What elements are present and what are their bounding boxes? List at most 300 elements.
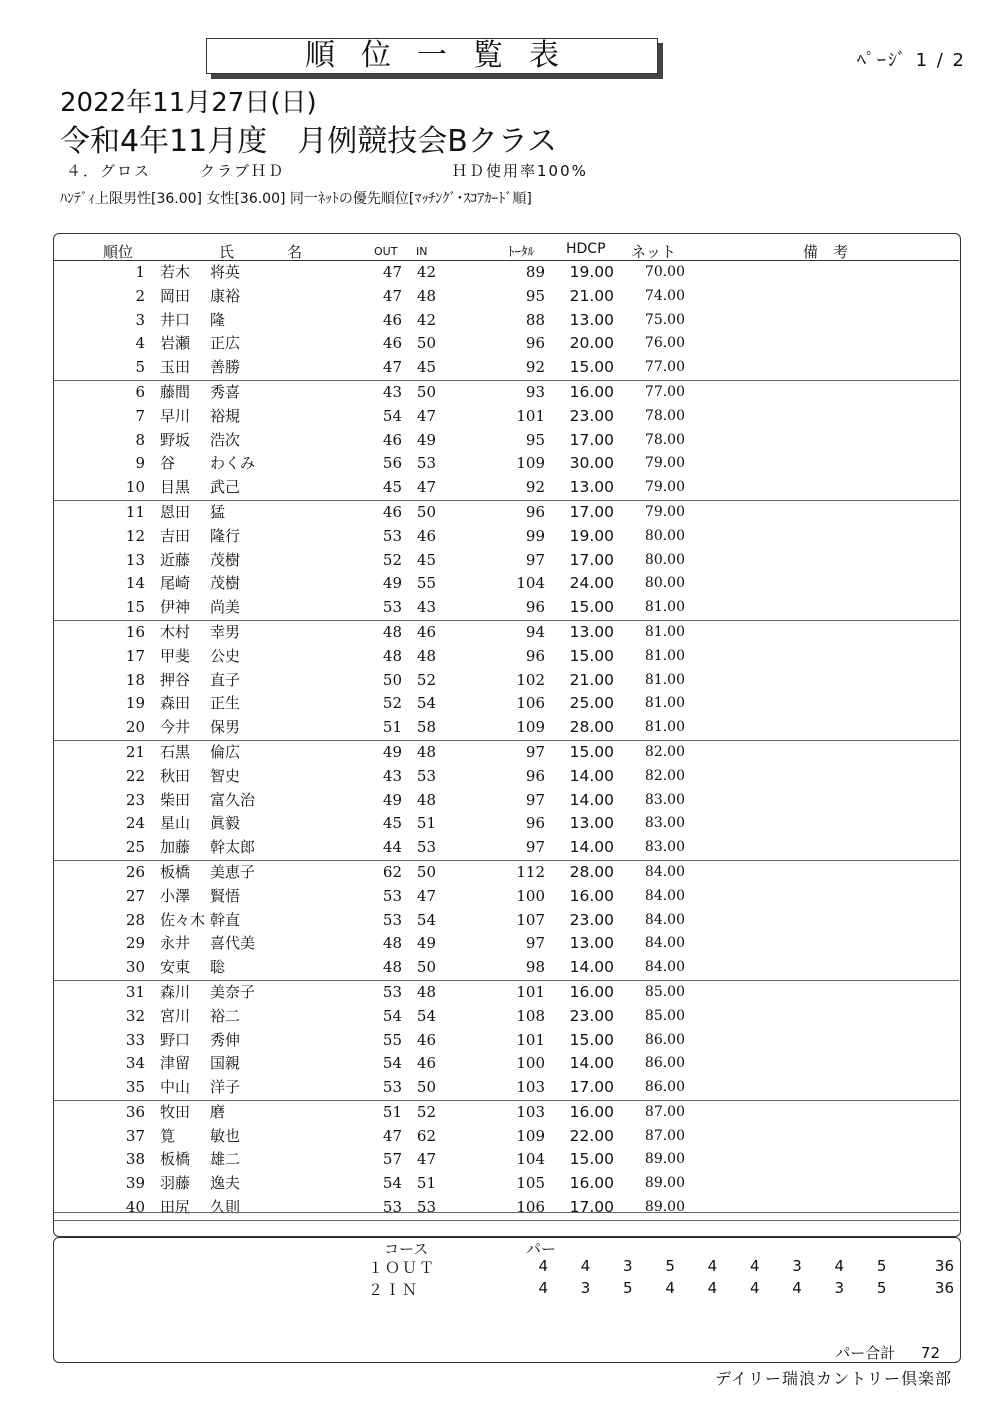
net-score-cell: 85.00 (644, 1007, 685, 1024)
in-score-cell: 53 (416, 766, 436, 785)
total-score-cell: 106 (516, 1198, 545, 1217)
hole-par: 5 (876, 1279, 887, 1297)
table-row (53, 956, 959, 981)
net-score-cell: 79.00 (644, 503, 685, 520)
net-score-cell: 89.00 (644, 1199, 685, 1216)
surname-cell: 牧田 (160, 1102, 191, 1121)
in-score-cell: 48 (416, 646, 436, 665)
in-score-cell: 42 (416, 263, 436, 281)
out-score-cell: 54 (382, 1054, 402, 1073)
out-score-cell: 47 (382, 1126, 402, 1145)
surname-cell: 森田 (160, 694, 191, 713)
results-table-body (53, 261, 959, 1221)
out-score-cell: 56 (382, 454, 402, 473)
rank-cell: 40 (125, 1198, 145, 1217)
out-score-cell: 53 (382, 982, 402, 1001)
net-score-cell: 86.00 (644, 1055, 685, 1072)
given-name-cell: 秀喜 (210, 382, 241, 401)
table-row (53, 1148, 959, 1172)
out-score-cell: 57 (382, 1150, 402, 1169)
given-name-cell: 幹太郎 (210, 838, 256, 857)
rank-cell: 27 (125, 886, 145, 905)
hdcp-cell: 14.00 (569, 958, 614, 977)
club-name: デイリー瑞浪カントリー倶楽部 (715, 1369, 952, 1388)
given-name-cell: 尚美 (210, 598, 241, 617)
given-name-cell: 正広 (210, 334, 241, 353)
table-row (53, 812, 959, 836)
total-score-cell: 95 (525, 430, 545, 449)
total-score-cell: 96 (525, 646, 545, 665)
scoring-type: ４．グロス (66, 162, 152, 180)
net-score-cell: 83.00 (644, 815, 685, 832)
surname-cell: 若木 (160, 263, 191, 281)
out-score-cell: 45 (382, 478, 402, 497)
header-hdcp: HDCP (566, 241, 606, 257)
hole-par: 4 (707, 1279, 718, 1297)
hdcp-cell: 21.00 (569, 286, 614, 305)
rank-cell: 30 (125, 958, 145, 977)
table-row (53, 669, 959, 693)
net-score-cell: 79.00 (644, 479, 685, 496)
in-score-cell: 53 (416, 454, 436, 473)
title-box (206, 38, 658, 74)
total-score-cell: 96 (525, 502, 545, 521)
net-score-cell: 83.00 (644, 839, 685, 856)
handicap-type: クラブＨＤ (200, 162, 286, 180)
total-score-cell: 96 (525, 814, 545, 833)
rank-cell: 1 (135, 263, 145, 281)
hdcp-cell: 23.00 (569, 1006, 614, 1025)
given-name-cell: 武己 (210, 478, 241, 497)
net-score-cell: 89.00 (644, 1175, 685, 1192)
hdcp-cell: 19.00 (569, 263, 614, 281)
surname-cell: 野坂 (160, 430, 191, 449)
table-row (53, 381, 959, 405)
in-score-cell: 53 (416, 1198, 436, 1217)
in-score-cell: 54 (416, 910, 436, 929)
hdcp-cell: 25.00 (569, 694, 614, 713)
table-row (53, 429, 959, 453)
given-name-cell: 直子 (210, 670, 241, 689)
in-score-cell: 47 (416, 1150, 436, 1169)
surname-cell: 玉田 (160, 358, 191, 377)
net-score-cell: 84.00 (644, 887, 685, 904)
surname-cell: 柴田 (160, 790, 191, 809)
net-score-cell: 74.00 (644, 287, 685, 304)
net-score-cell: 80.00 (644, 551, 685, 568)
in-score-cell: 51 (416, 814, 436, 833)
table-row (53, 1052, 959, 1076)
hole-par: 4 (749, 1279, 760, 1297)
course-name: １ＯＵＴ (368, 1259, 437, 1277)
rank-cell: 38 (125, 1150, 145, 1169)
surname-cell: 永井 (160, 934, 191, 953)
header-notes: 備 考 (803, 243, 849, 261)
handicap-rate: ＨＤ使用率100% (452, 162, 588, 180)
net-score-cell: 80.00 (644, 575, 685, 592)
total-score-cell: 100 (516, 886, 545, 905)
out-score-cell: 54 (382, 1174, 402, 1193)
in-score-cell: 43 (416, 598, 436, 617)
hdcp-cell: 16.00 (569, 382, 614, 401)
given-name-cell: 国親 (210, 1054, 241, 1073)
rank-cell: 9 (135, 454, 145, 473)
rank-cell: 11 (125, 502, 145, 521)
net-score-cell: 84.00 (644, 911, 685, 928)
total-score-cell: 99 (525, 526, 545, 545)
net-score-cell: 81.00 (644, 623, 685, 640)
table-bottom-rule (53, 1212, 959, 1213)
surname-cell: 野口 (160, 1030, 191, 1049)
table-row (53, 741, 959, 765)
hole-par: 3 (580, 1279, 591, 1297)
out-score-cell: 49 (382, 790, 402, 809)
in-score-cell: 48 (416, 790, 436, 809)
in-score-cell: 47 (416, 886, 436, 905)
given-name-cell: 浩次 (210, 430, 241, 449)
in-score-cell: 49 (416, 430, 436, 449)
given-name-cell: 隆 (210, 310, 226, 329)
surname-cell: 木村 (160, 622, 191, 641)
in-score-cell: 46 (416, 1054, 436, 1073)
total-score-cell: 112 (516, 862, 545, 881)
total-score-cell: 96 (525, 766, 545, 785)
hole-par: 5 (665, 1257, 675, 1275)
table-row (53, 452, 959, 476)
given-name-cell: 康裕 (210, 286, 241, 305)
out-score-cell: 52 (382, 550, 402, 569)
rank-cell: 33 (125, 1030, 145, 1049)
total-score-cell: 107 (516, 910, 545, 929)
table-row (53, 692, 959, 716)
in-score-cell: 49 (416, 934, 436, 953)
total-score-cell: 95 (525, 286, 545, 305)
net-score-cell: 80.00 (644, 527, 685, 544)
in-score-cell: 62 (416, 1126, 436, 1145)
par-total-row (835, 1342, 940, 1363)
given-name-cell: 将英 (210, 263, 241, 281)
total-score-cell: 100 (516, 1054, 545, 1073)
rank-cell: 13 (125, 550, 145, 569)
hdcp-cell: 23.00 (569, 406, 614, 425)
rank-cell: 7 (135, 406, 145, 425)
total-score-cell: 105 (516, 1174, 545, 1193)
out-score-cell: 48 (382, 622, 402, 641)
total-score-cell: 94 (525, 622, 545, 641)
rank-cell: 16 (125, 622, 145, 641)
surname-cell: 津留 (160, 1054, 191, 1073)
in-score-cell: 47 (416, 478, 436, 497)
net-score-cell: 77.00 (644, 383, 685, 400)
total-score-cell: 93 (525, 382, 545, 401)
table-row (53, 1101, 959, 1125)
surname-cell: 藤間 (160, 382, 191, 401)
out-score-cell: 53 (382, 1078, 402, 1097)
in-score-cell: 58 (416, 718, 436, 737)
given-name-cell: 隆行 (210, 526, 241, 545)
out-score-cell: 54 (382, 406, 402, 425)
total-score-cell: 103 (516, 1102, 545, 1121)
header-in: IN (416, 245, 428, 258)
out-score-cell: 51 (382, 1102, 402, 1121)
hole-par: 3 (623, 1257, 633, 1275)
given-name-cell: 敏也 (210, 1126, 241, 1145)
surname-cell: 板橋 (160, 1150, 191, 1169)
total-score-cell: 108 (516, 1006, 545, 1025)
total-score-cell: 106 (516, 694, 545, 713)
out-score-cell: 48 (382, 934, 402, 953)
surname-cell: 星山 (160, 814, 191, 833)
header-out: OUT (374, 245, 398, 258)
hdcp-cell: 13.00 (569, 622, 614, 641)
surname-cell: 羽藤 (160, 1174, 191, 1193)
table-row (53, 1172, 959, 1196)
table-row (53, 549, 959, 573)
hdcp-cell: 17.00 (569, 430, 614, 449)
total-score-cell: 96 (525, 334, 545, 353)
in-score-cell: 48 (416, 982, 436, 1001)
out-score-cell: 49 (382, 574, 402, 593)
net-score-cell: 82.00 (644, 767, 685, 784)
out-score-cell: 46 (382, 334, 402, 353)
in-score-cell: 54 (416, 694, 436, 713)
given-name-cell: 幸男 (210, 622, 241, 641)
rank-cell: 3 (135, 310, 145, 329)
given-name-cell: 秀伸 (210, 1030, 241, 1049)
rank-cell: 39 (125, 1174, 145, 1193)
rank-cell: 18 (125, 670, 145, 689)
net-score-cell: 81.00 (644, 599, 685, 616)
hdcp-cell: 16.00 (569, 982, 614, 1001)
total-score-cell: 97 (525, 550, 545, 569)
total-score-cell: 109 (516, 1126, 545, 1145)
surname-cell: 岩瀬 (160, 334, 191, 353)
surname-cell: 押谷 (160, 670, 191, 689)
header-surname: 氏 (219, 243, 235, 261)
table-row (53, 261, 959, 285)
surname-cell: 岡田 (160, 286, 191, 305)
par-total-value: 72 (920, 1344, 940, 1362)
rank-cell: 32 (125, 1006, 145, 1025)
given-name-cell: 喜代美 (210, 934, 256, 953)
total-score-cell: 97 (525, 838, 545, 857)
out-score-cell: 47 (382, 286, 402, 305)
rank-cell: 8 (135, 430, 145, 449)
hdcp-cell: 13.00 (569, 814, 614, 833)
out-score-cell: 45 (382, 814, 402, 833)
par-total-label: パー合計 (835, 1344, 896, 1362)
table-row (53, 309, 959, 333)
out-score-cell: 47 (382, 263, 402, 281)
given-name-cell: 洋子 (210, 1078, 241, 1097)
hdcp-cell: 13.00 (569, 934, 614, 953)
hdcp-cell: 22.00 (569, 1126, 614, 1145)
hdcp-cell: 13.00 (569, 310, 614, 329)
rank-cell: 28 (125, 910, 145, 929)
rank-cell: 29 (125, 934, 145, 953)
out-score-cell: 51 (382, 718, 402, 737)
rank-cell: 23 (125, 790, 145, 809)
rank-cell: 22 (125, 766, 145, 785)
surname-cell: 秋田 (160, 766, 191, 785)
total-score-cell: 102 (516, 670, 545, 689)
rank-cell: 36 (125, 1102, 145, 1121)
competition-name: 令和4年11月度 月例競技会Bクラス (60, 124, 557, 159)
rank-cell: 35 (125, 1078, 145, 1097)
total-score-cell: 96 (525, 598, 545, 617)
header-given-name: 名 (287, 243, 303, 261)
table-row (53, 1005, 959, 1029)
out-score-cell: 44 (382, 838, 402, 857)
in-score-cell: 52 (416, 670, 436, 689)
surname-cell: 伊神 (160, 598, 191, 617)
hdcp-cell: 19.00 (569, 526, 614, 545)
out-score-cell: 62 (382, 862, 402, 881)
hdcp-cell: 13.00 (569, 478, 614, 497)
table-row (53, 789, 959, 813)
handicap-note: ﾊﾝﾃﾞｨ上限男性[36.00] 女性[36.00] 同一ﾈｯﾄの優先順位[ﾏｯﾁﾝｸﾞ･ｽｺｱｶｰﾄﾞ順] (60, 191, 532, 207)
out-score-cell: 53 (382, 1198, 402, 1217)
total-score-cell: 88 (525, 310, 545, 329)
hdcp-cell: 21.00 (569, 670, 614, 689)
rank-cell: 21 (125, 742, 145, 761)
hdcp-cell: 16.00 (569, 1102, 614, 1121)
net-score-cell: 70.00 (644, 264, 685, 280)
in-score-cell: 46 (416, 622, 436, 641)
in-score-cell: 52 (416, 1102, 436, 1121)
surname-cell: 中山 (160, 1078, 191, 1097)
given-name-cell: 磨 (210, 1102, 226, 1121)
rank-cell: 10 (125, 478, 145, 497)
out-score-cell: 53 (382, 598, 402, 617)
surname-cell: 佐々木 (160, 910, 206, 929)
in-score-cell: 47 (416, 406, 436, 425)
in-score-cell: 50 (416, 502, 436, 521)
given-name-cell: 逸夫 (210, 1174, 241, 1193)
results-table-header (53, 240, 959, 261)
table-row (53, 1029, 959, 1053)
table-row (53, 716, 959, 741)
given-name-cell: 美奈子 (210, 982, 256, 1001)
rank-cell: 2 (135, 286, 145, 305)
table-row (53, 909, 959, 933)
surname-cell: 尾崎 (160, 574, 191, 593)
page-indicator: ﾍﾟｰｼﾞ 1 / 2 (856, 50, 966, 71)
in-score-cell: 45 (416, 358, 436, 377)
net-score-cell: 89.00 (644, 1151, 685, 1168)
given-name-cell: わくみ (210, 454, 256, 473)
given-name-cell: 茂樹 (210, 574, 241, 593)
table-row (53, 1125, 959, 1149)
given-name-cell: 幹直 (210, 910, 241, 929)
hdcp-cell: 28.00 (569, 862, 614, 881)
course-name: ２ＩＮ (368, 1281, 420, 1299)
in-score-cell: 53 (416, 838, 436, 857)
net-score-cell: 77.00 (644, 359, 685, 376)
surname-cell: 筧 (160, 1126, 176, 1145)
table-row (53, 621, 959, 645)
in-score-cell: 50 (416, 1078, 436, 1097)
hdcp-cell: 30.00 (569, 454, 614, 473)
given-name-cell: 美恵子 (210, 862, 256, 881)
net-score-cell: 86.00 (644, 1079, 685, 1096)
table-row (53, 981, 959, 1005)
total-score-cell: 109 (516, 718, 545, 737)
hdcp-cell: 23.00 (569, 910, 614, 929)
table-row (53, 525, 959, 549)
total-score-cell: 89 (525, 263, 545, 281)
hdcp-cell: 17.00 (569, 550, 614, 569)
rank-cell: 12 (125, 526, 145, 545)
hdcp-cell: 20.00 (569, 334, 614, 353)
hdcp-cell: 28.00 (569, 718, 614, 737)
net-score-cell: 78.00 (644, 431, 685, 448)
net-score-cell: 86.00 (644, 1031, 685, 1048)
net-score-cell: 84.00 (644, 935, 685, 952)
given-name-cell: 裕規 (210, 406, 241, 425)
table-row (53, 285, 959, 309)
surname-cell: 森川 (160, 982, 191, 1001)
net-score-cell: 75.00 (644, 311, 685, 328)
out-score-cell: 55 (382, 1030, 402, 1049)
given-name-cell: 裕二 (210, 1006, 241, 1025)
table-row (53, 405, 959, 429)
net-score-cell: 81.00 (644, 719, 685, 736)
total-score-cell: 97 (525, 934, 545, 953)
out-score-cell: 46 (382, 310, 402, 329)
surname-cell: 恩田 (160, 502, 191, 521)
table-row (53, 356, 959, 381)
out-score-cell: 46 (382, 502, 402, 521)
in-score-cell: 42 (416, 310, 436, 329)
table-row (53, 861, 959, 885)
given-name-cell: 公史 (210, 646, 241, 665)
rank-cell: 17 (125, 646, 145, 665)
hole-par: 3 (792, 1257, 802, 1275)
hole-par: 4 (665, 1279, 675, 1297)
hdcp-cell: 17.00 (569, 1198, 614, 1217)
table-row (53, 501, 959, 525)
surname-cell: 小澤 (160, 886, 191, 905)
page-title: 順位一覧表 (305, 38, 585, 73)
net-score-cell: 87.00 (644, 1103, 685, 1120)
surname-cell: 石黒 (160, 742, 191, 761)
in-score-cell: 50 (416, 862, 436, 881)
rank-cell: 15 (125, 598, 145, 617)
hdcp-cell: 17.00 (569, 502, 614, 521)
rank-cell: 4 (135, 334, 145, 353)
hole-par: 4 (792, 1279, 802, 1297)
rank-cell: 24 (125, 814, 145, 833)
rank-cell: 6 (135, 382, 145, 401)
nine-par-total: 36 (934, 1257, 954, 1275)
total-score-cell: 97 (525, 790, 545, 809)
hdcp-cell: 15.00 (569, 598, 614, 617)
hole-par: 4 (707, 1257, 718, 1275)
given-name-cell: 正生 (210, 694, 241, 713)
table-row (53, 1076, 959, 1101)
table-row (53, 836, 959, 861)
out-score-cell: 49 (382, 742, 402, 761)
given-name-cell: 聡 (210, 958, 226, 977)
net-score-cell: 81.00 (644, 695, 685, 712)
table-row (53, 932, 959, 956)
hdcp-cell: 14.00 (569, 838, 614, 857)
net-score-cell: 87.00 (644, 1127, 685, 1144)
total-score-cell: 101 (516, 1030, 545, 1049)
net-score-cell: 84.00 (644, 959, 685, 976)
out-score-cell: 53 (382, 526, 402, 545)
